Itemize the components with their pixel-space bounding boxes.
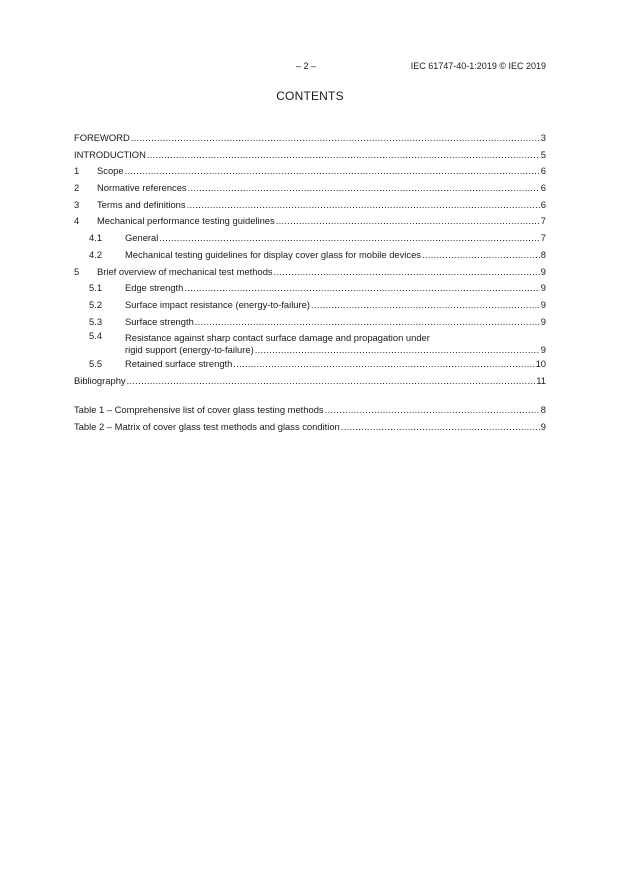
table-of-contents [74,130,546,390]
document-id: IEC 61747-40-1:2019 © IEC 2019 [410,61,546,71]
toc-entry-text-line1: Resistance against sharp contact surface damage and propagation under [125,332,430,344]
toc-entry-page: 7 [540,232,546,244]
toc-entry-text: INTRODUCTION [74,148,146,160]
toc-entry-number: 5.4 [89,330,103,342]
toc-entry-page: 6 [540,198,546,210]
toc-entry-text: Mechanical testing guidelines for display cover glass for mobile devices [125,248,421,260]
toc-entry-text: Terms and definitions [97,198,186,210]
toc-entry-page: 9 [540,265,546,277]
toc-entry-page: 7 [540,215,546,227]
toc-entry-text-line2: rigid support (energy-to-failure) [125,344,254,356]
toc-entry-text: Edge strength [125,282,184,294]
toc-entry-page: 6 [540,165,546,177]
toc-entry-general[interactable] [74,230,546,247]
toc-entry-page: 9 [540,282,546,294]
toc-entry-number: 4 [74,215,80,227]
table-entry-2[interactable] [74,419,546,436]
toc-entry-page: 5 [540,148,546,160]
toc-entry-text: FOREWORD [74,132,130,143]
toc-entry-page: 10 [535,358,546,370]
toc-entry-terms-and-definitions[interactable] [74,197,546,214]
toc-entry-text: Scope [97,165,124,177]
toc-entry-text: Brief overview of mechanical test methods [97,265,273,277]
toc-entry-brief-overview[interactable] [74,264,546,281]
toc-entry-number: 4.1 [89,232,103,244]
toc-entry-text: Surface impact resistance (energy-to-failure) [125,298,310,310]
toc-entry-number: 5 [74,265,80,277]
toc-entry-page: 9 [540,298,546,310]
toc-entry-page: 11 [536,374,546,386]
table-entry-text: Table 1 – Comprehensive list of cover glass testing methods [74,404,324,415]
toc-entry-surface-impact-resistance[interactable] [74,297,546,314]
toc-entry-text: Surface strength [125,315,194,327]
toc-entry-number: 2 [74,182,80,194]
toc-entry-number: 3 [74,198,80,210]
page-header [0,61,620,75]
toc-entry-mechanical-testing-guidelines[interactable] [74,247,546,264]
toc-entry-foreword[interactable] [74,130,546,147]
toc-entry-text: Retained surface strength [125,358,233,370]
toc-entry-text: Mechanical performance testing guidelines [97,215,275,227]
toc-entry-edge-strength[interactable] [74,280,546,297]
table-entry-1[interactable] [74,402,546,419]
toc-entry-page: 9 [540,344,546,356]
toc-entry-number: 5.5 [89,358,103,370]
contents-title: CONTENTS [276,89,344,103]
toc-entry-mechanical-performance-testing[interactable] [74,213,546,230]
toc-entry-introduction[interactable] [74,147,546,164]
toc-entry-number: 5.3 [89,315,103,327]
toc-entry-surface-strength[interactable] [74,314,546,331]
page-number: – 2 – [296,61,317,71]
toc-entry-number: 5.1 [89,282,103,294]
toc-entry-number: 1 [74,165,80,177]
table-entry-page: 9 [540,420,546,432]
toc-entry-bibliography[interactable] [74,373,546,390]
table-entry-page: 8 [540,404,546,415]
toc-entry-number: 4.2 [89,248,103,260]
toc-entry-text: Normative references [97,182,187,194]
toc-entry-page: 9 [540,315,546,327]
toc-entry-page: 6 [540,182,546,194]
toc-entry-scope[interactable] [74,163,546,180]
toc-entry-text: General [125,232,159,244]
toc-entry-sharp-contact-resistance[interactable] [74,330,546,356]
toc-entry-page: 3 [540,132,546,143]
toc-entry-page: 8 [540,248,546,260]
table-entry-text: Table 2 – Matrix of cover glass test methods and glass condition [74,420,340,432]
list-of-tables [74,402,546,435]
toc-entry-normative-references[interactable] [74,180,546,197]
toc-entry-text: Bibliography [74,374,126,386]
toc-entry-number: 5.2 [89,298,103,310]
toc-entry-retained-surface-strength[interactable] [74,356,546,373]
